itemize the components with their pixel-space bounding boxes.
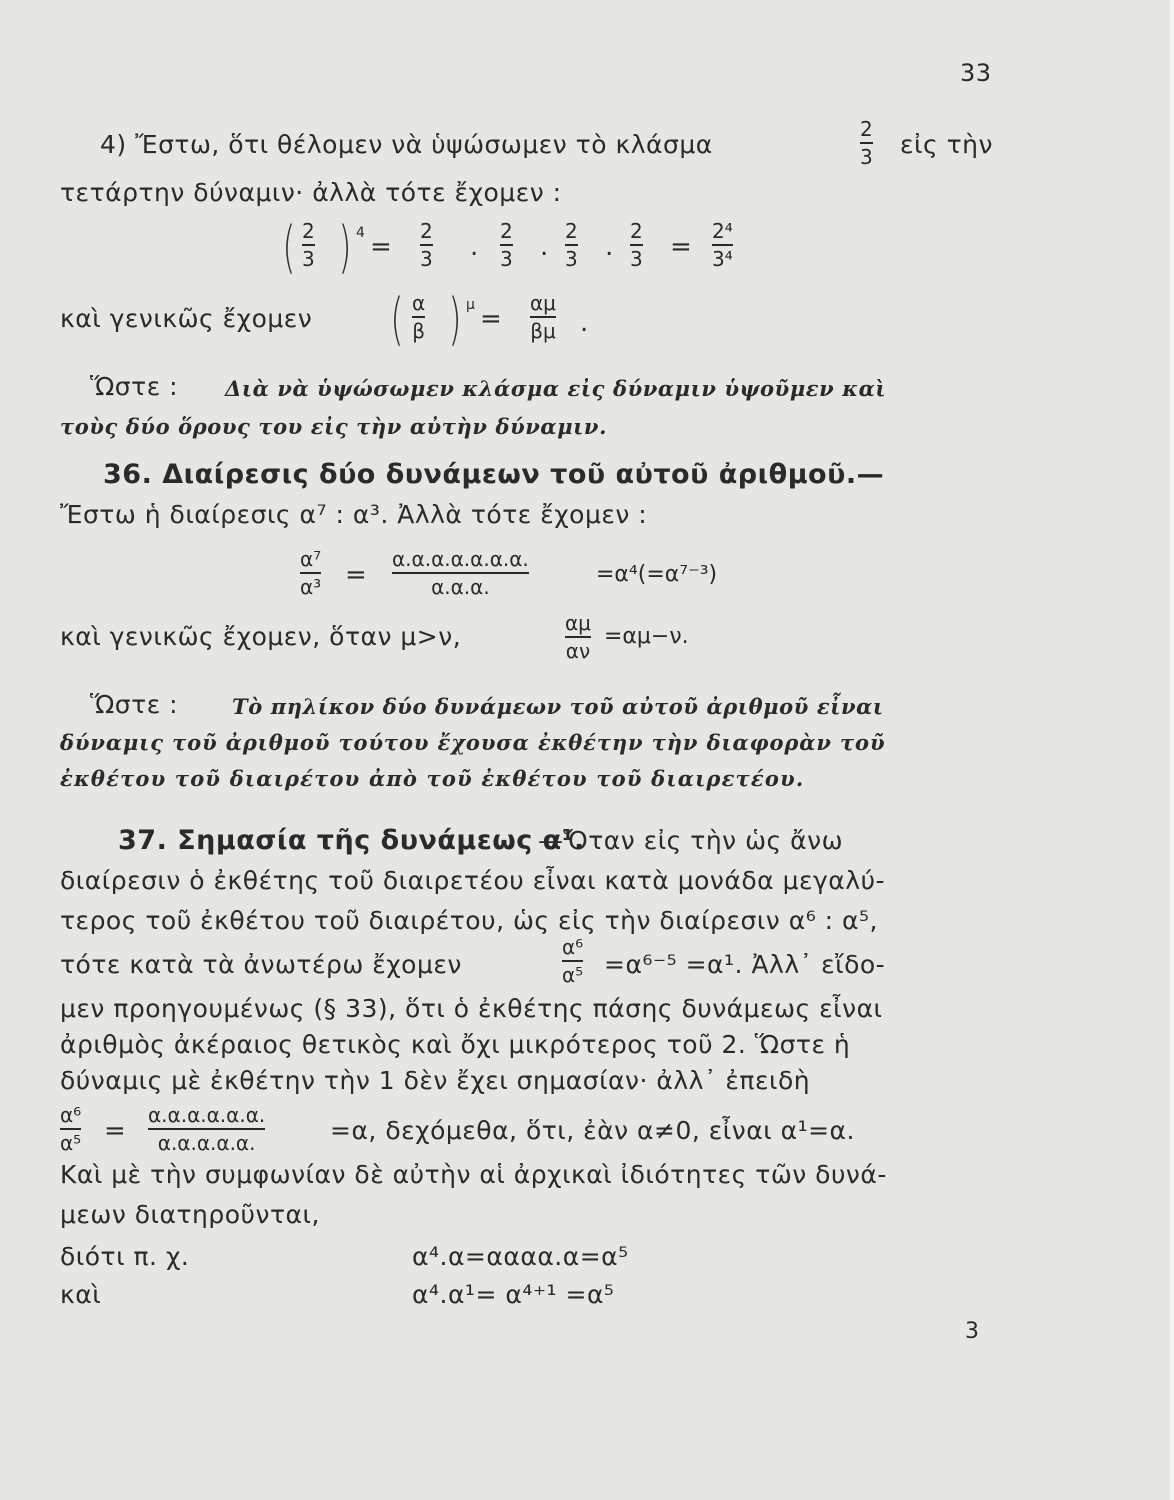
den: 3⁴: [712, 247, 733, 271]
p1-rule-line1: Διὰ νὰ ὑψώσωμεν κλάσμα εἰς δύναμιν ὑψοῦμεν καὶ: [225, 376, 887, 401]
eq-frac-2: [500, 220, 513, 270]
num: 2: [630, 219, 643, 243]
s36-rule-line2: δύναμις τοῦ ἀριθμοῦ τούτου ἔχουσα ἐκθέτην τὴν διαφορὰν τοῦ: [60, 730, 886, 755]
num: α⁷: [300, 547, 322, 571]
bar: [60, 1128, 81, 1130]
num: α: [412, 291, 426, 315]
num: 2: [302, 219, 315, 243]
g-exponent: μ: [466, 297, 475, 313]
eq-frac-base: [302, 220, 315, 270]
num: α⁶: [562, 935, 584, 959]
eq-exponent: 4: [356, 225, 365, 241]
s37-l4-frac: [562, 936, 583, 986]
den: αν: [565, 639, 591, 663]
frac-bar: [860, 142, 873, 144]
dot: .: [470, 232, 479, 262]
s36-result: =α⁴(=α⁷⁻³): [596, 562, 718, 587]
eq-frac-1: [420, 220, 433, 270]
s37-l8-frac1: [60, 1104, 81, 1154]
p1-general-label: καὶ γενικῶς ἔχομεν: [60, 304, 313, 333]
p1-rule-line2: τοὺς δύο ὅρους του εἰς τὴν αὐτὴν δύναμιν.: [60, 414, 608, 439]
p1-hoste: Ὥστε :: [90, 372, 179, 401]
den: 3: [302, 247, 315, 271]
s36-frac1: [300, 548, 321, 598]
eq-sign: =: [480, 304, 502, 334]
bar: [712, 244, 733, 246]
num: α.α.α.α.α.α.α.: [392, 547, 529, 571]
den: βμ: [530, 319, 556, 343]
eq-sign: =: [670, 232, 692, 262]
s36-rule-line1: Τὸ πηλίκον δύο δυνάμεων τοῦ αὐτοῦ ἀριθμοῦ εἶναι: [232, 694, 884, 719]
s36-hoste: Ὥστε :: [90, 690, 179, 719]
s37-line3: τερος τοῦ ἐκθέτου τοῦ διαιρέτου, ὡς εἰς τὴν διαίρεσιν α⁶ : α⁵,: [60, 906, 878, 935]
s37-line4b: =α⁶⁻⁵ =α¹. Ἀλλ᾽ εἴδο-: [604, 950, 886, 979]
s36-line1: Ἔστω ἡ διαίρεσις α⁷ : α³. Ἀλλὰ τότε ἔχομεν :: [60, 500, 648, 529]
s37-line2: διαίρεσιν ὁ ἐκθέτης τοῦ διαιρετέου εἶναι κατὰ μονάδα μεγαλύ-: [60, 866, 886, 895]
eq-sign: =: [370, 232, 392, 262]
paren-open: (: [390, 287, 404, 352]
s37-line11b: α⁴.α=αααα.α=α⁵: [412, 1242, 629, 1271]
den: β: [412, 319, 425, 343]
num: 2: [500, 219, 513, 243]
dot: .: [540, 232, 549, 262]
s37-line6: ἀριθμὸς ἀκέραιος θετικὸς καὶ ὄχι μικρότερος τοῦ 2. Ὥστε ἡ: [60, 1030, 851, 1059]
eq-sign: =: [104, 1116, 126, 1146]
s37-line8b: =α, δεχόμεθα, ὅτι, ἐὰν α≠0, εἶναι α¹=α.: [330, 1116, 855, 1145]
bar: [630, 244, 643, 246]
num: αμ: [530, 291, 556, 315]
s37-line4a: τότε κατὰ τὰ ἀνωτέρω ἔχομεν: [60, 950, 462, 979]
den: α⁵: [562, 963, 584, 987]
s37-l8-frac2: [148, 1104, 265, 1154]
p1-fraction: [860, 118, 873, 168]
frac-num: 2: [860, 117, 873, 141]
den: 3: [420, 247, 433, 271]
num: αμ: [565, 611, 591, 635]
paren-close: ): [448, 287, 462, 352]
g-frac-result: [530, 292, 556, 342]
footer-signature: 3: [965, 1319, 980, 1344]
num: α.α.α.α.α.α.: [148, 1103, 266, 1127]
eq-frac-3: [565, 220, 578, 270]
den: 3: [630, 247, 643, 271]
s37-line11a: διότι π. χ.: [60, 1242, 190, 1271]
s37-line1-rest: —Ὅταν εἰς τὴν ὡς ἄνω: [538, 826, 844, 855]
bar: [530, 316, 556, 318]
den: α.α.α.: [431, 575, 490, 599]
p1-line2: τετάρτην δύναμιν· ἀλλὰ τότε ἔχομεν :: [60, 178, 562, 207]
s36-general-frac: [565, 612, 591, 662]
num: 2⁴: [712, 219, 733, 243]
s37-line10: μεων διατηροῦνται,: [60, 1200, 320, 1229]
eq-sign: =: [345, 560, 367, 590]
s36-heading: 36. Διαίρεσις δύο δυνάμεων τοῦ αὐτοῦ ἀριθμοῦ.—: [103, 459, 885, 490]
num: 2: [420, 219, 433, 243]
den: α.α.α.α.α.: [157, 1131, 256, 1155]
dot: .: [605, 232, 614, 262]
s37-line7: δύναμις μὲ ἐκθέτην τὴν 1 δὲν ἔχει σημασίαν· ἀλλ᾽ ἐπειδὴ: [60, 1066, 811, 1095]
den: 3: [500, 247, 513, 271]
s37-heading: 37. Σημασία τῆς δυνάμεως α¹.: [118, 825, 585, 856]
paren-close: ): [338, 215, 352, 280]
bar: [412, 316, 425, 318]
den: α⁵: [60, 1131, 82, 1155]
den: 3: [565, 247, 578, 271]
bar: [420, 244, 433, 246]
frac-den: 3: [860, 145, 873, 169]
bar: [565, 636, 591, 638]
s37-line5: μεν προηγουμένως (§ 33), ὅτι ὁ ἐκθέτης πάσης δυνάμεως εἶναι: [60, 994, 883, 1023]
num: α⁶: [60, 1103, 82, 1127]
num: 2: [565, 219, 578, 243]
p1-line1-end: εἰς τὴν: [900, 130, 993, 159]
p1-line1: 4) Ἔστω, ὅτι θέλομεν νὰ ὑψώσωμεν τὸ κλάσμα: [100, 130, 713, 159]
period: .: [580, 308, 589, 338]
bar: [148, 1128, 265, 1130]
bar: [392, 572, 529, 574]
den: α³: [300, 575, 322, 599]
s37-line12b: α⁴.α¹= α⁴⁺¹ =α⁵: [412, 1280, 615, 1309]
page-edge: [1170, 0, 1174, 1500]
bar: [565, 244, 578, 246]
eq-frac-4: [630, 220, 643, 270]
s36-general-result: =αμ−ν.: [604, 624, 689, 649]
s36-frac2: [392, 548, 529, 598]
s36-general-label: καὶ γενικῶς ἔχομεν, ὅταν μ>ν,: [60, 622, 462, 651]
page-number: 33: [960, 59, 992, 87]
bar: [302, 244, 315, 246]
s37-line9: Καὶ μὲ τὴν συμφωνίαν δὲ αὐτὴν αἱ ἀρχικαὶ ἰδιότητες τῶν δυνά-: [60, 1160, 887, 1189]
bar: [300, 572, 321, 574]
s37-line12a: καὶ: [60, 1280, 102, 1309]
bar: [562, 960, 583, 962]
g-frac: [412, 292, 425, 342]
paren-open: (: [282, 215, 296, 280]
eq-frac-result: [712, 220, 733, 270]
bar: [500, 244, 513, 246]
s36-rule-line3: ἐκθέτου τοῦ διαιρέτου ἀπὸ τοῦ ἐκθέτου τοῦ διαιρετέου.: [60, 766, 805, 791]
